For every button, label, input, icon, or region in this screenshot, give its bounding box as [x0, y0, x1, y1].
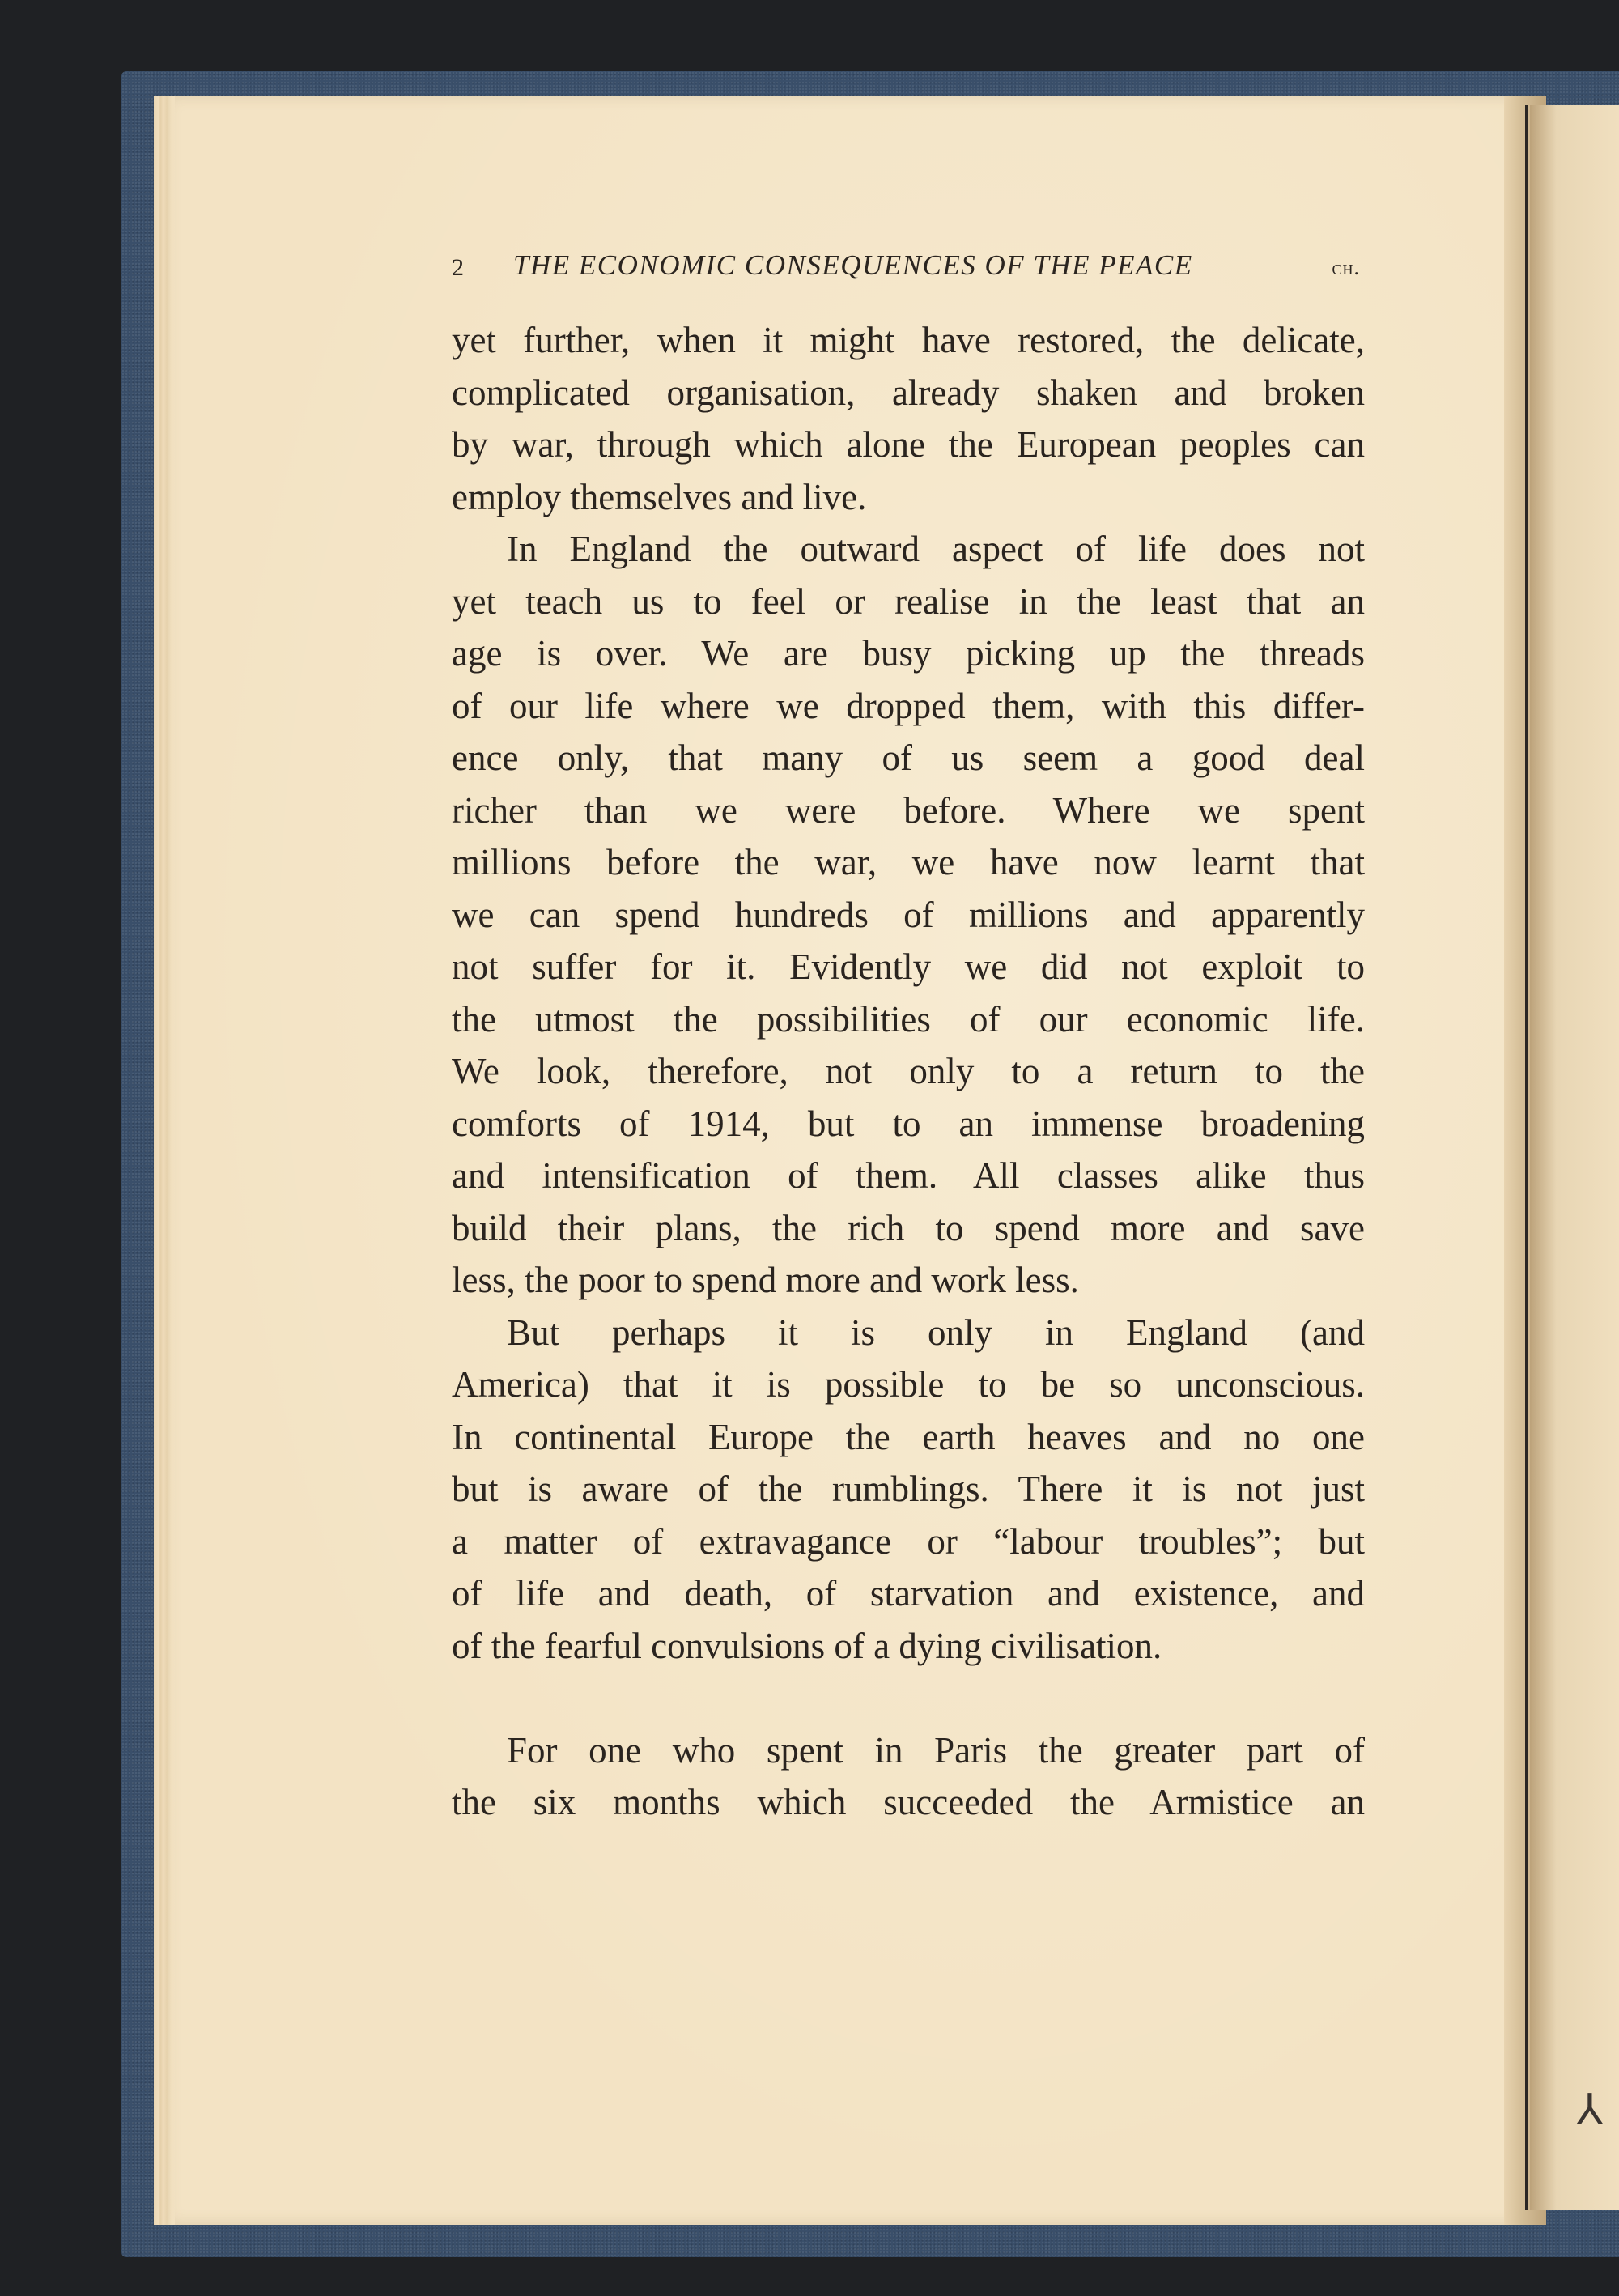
chapter-abbreviation: ch.	[1332, 256, 1360, 279]
text-line: a matter of extravagance or “labour troubles”; but	[452, 1520, 1365, 1562]
body-text	[452, 314, 1365, 1829]
text-line: of our life where we dropped them, with this differ-	[452, 685, 1365, 726]
text-line: we can spend hundreds of millions and apparently	[452, 894, 1365, 935]
text-line: In England the outward aspect of life does not	[507, 529, 1365, 569]
text-line: employ themselves and live.	[452, 476, 867, 517]
text-line: But perhaps it is only in England (and	[507, 1312, 1365, 1353]
text-line: the six months which succeeded the Armistice an	[452, 1782, 1365, 1822]
text-line: and intensification of them. All classes alike thus	[452, 1155, 1365, 1196]
page-number: 2	[452, 254, 464, 281]
text-line: build their plans, the rich to spend more and save	[452, 1207, 1365, 1248]
text-line: by war, through which alone the European peoples can	[452, 424, 1365, 465]
text-line: For one who spent in Paris the greater part of	[507, 1729, 1365, 1771]
pencil-mark: ⅄	[1577, 2086, 1603, 2134]
text-line: of the fearful convulsions of a dying civilisation.	[452, 1625, 1162, 1666]
facing-page-edge	[1525, 105, 1528, 2210]
text-line: age is over. We are busy picking up the threads	[452, 633, 1365, 674]
text-line: but is aware of the rumblings. There it is not just	[452, 1469, 1365, 1509]
facing-page	[1530, 105, 1619, 2210]
text-line: complicated organisation, already shaken and broken	[452, 372, 1365, 413]
text-line: the utmost the possibilities of our economic life.	[452, 998, 1365, 1040]
text-line: In continental Europe the earth heaves and no one	[452, 1416, 1365, 1457]
running-head	[452, 249, 1375, 285]
text-line: not suffer for it. Evidently we did not exploit to	[452, 946, 1365, 987]
text-line: yet further, when it might have restored, the delicate,	[452, 320, 1365, 360]
text-line: less, the poor to spend more and work less.	[452, 1260, 1079, 1300]
section-break	[452, 1672, 1365, 1724]
text-line: yet teach us to feel or realise in the least that an	[452, 580, 1365, 622]
text-line: millions before the war, we have now learnt that	[452, 842, 1365, 882]
text-line: ence only, that many of us seem a good deal	[452, 738, 1365, 778]
text-line: richer than we were before. Where we spent	[452, 789, 1365, 831]
text-line: We look, therefore, not only to a return to the	[452, 1051, 1365, 1091]
text-line: comforts of 1914, but to an immense broadening	[452, 1103, 1365, 1144]
text-line: of life and death, of starvation and existence, and	[452, 1573, 1365, 1614]
running-title: THE ECONOMIC CONSEQUENCES OF THE PEACE	[513, 249, 1193, 281]
text-line: America) that it is possible to be so unconscious.	[452, 1364, 1365, 1405]
